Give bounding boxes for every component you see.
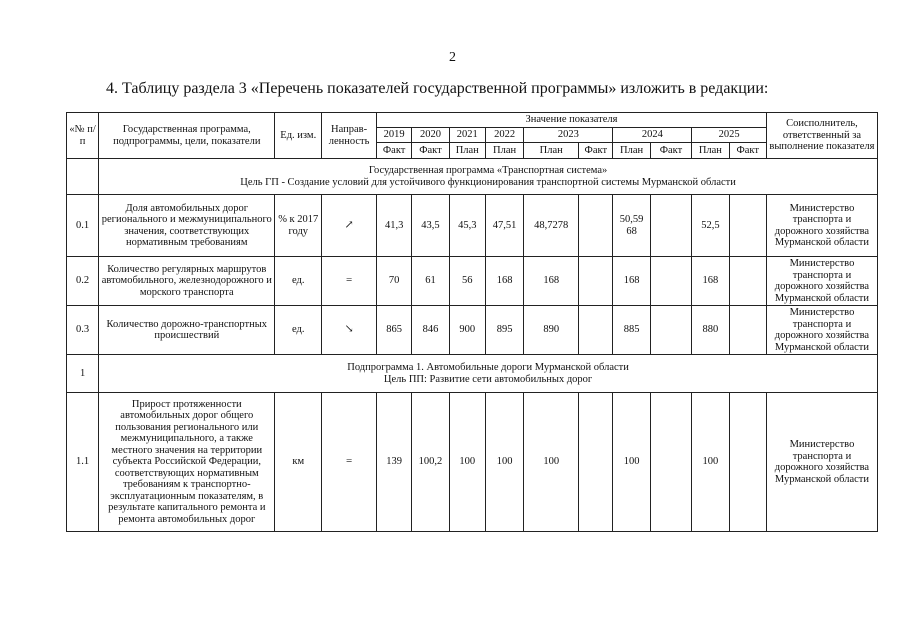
row-value-2023-plan: 100 <box>524 393 579 532</box>
row-value-2019: 41,3 <box>377 195 412 257</box>
header-direction: Направ-ленность <box>322 113 377 159</box>
header-sub-2024-plan: План <box>613 143 650 159</box>
row-unit: ед. <box>275 257 322 306</box>
row-value-2023-fact <box>579 257 613 306</box>
row-value-2021: 900 <box>449 306 485 355</box>
row-value-2023-fact <box>579 306 613 355</box>
row-value-2024-fact <box>650 257 691 306</box>
header-sub-2025-fact: Факт <box>729 143 766 159</box>
header-sub-2022: План <box>485 143 523 159</box>
row-value-2023-plan: 48,7278 <box>524 195 579 257</box>
page-number: 2 <box>449 50 456 65</box>
header-year-2025: 2025 <box>692 128 767 143</box>
row-value-2021: 100 <box>449 393 485 532</box>
row-value-2022: 168 <box>485 257 523 306</box>
row-direction: = <box>322 257 377 306</box>
table-row <box>67 257 878 306</box>
row-value-2025-fact <box>729 306 766 355</box>
section-title-cell <box>99 355 878 393</box>
header-sub-2023-plan: План <box>524 143 579 159</box>
page-heading: 4. Таблицу раздела 3 «Перечень показателей государственной программы» изложить в редакции: <box>106 80 769 97</box>
row-indicator-name: Доля автомобильных дорог регионального и межмуниципального значения, соответствующих нормативным требованиям <box>99 195 275 257</box>
row-value-2025-fact <box>729 393 766 532</box>
section-title-cell <box>99 159 878 195</box>
row-value-2020: 846 <box>412 306 449 355</box>
row-direction: ↗ <box>322 195 377 257</box>
row-value-2023-plan: 168 <box>524 257 579 306</box>
header-sub-2020: Факт <box>412 143 449 159</box>
row-value-2023-fact <box>579 393 613 532</box>
section-program-goal: Цель ГП - Создание условий для устойчивого функционирования транспортной системы Мурманской области <box>240 176 736 188</box>
header-sub-2025-plan: План <box>692 143 729 159</box>
row-value-2021: 45,3 <box>449 195 485 257</box>
row-responsible: Министерство транспорта и дорожного хозяйства Мурманской области <box>766 195 877 257</box>
row-direction: = <box>322 393 377 532</box>
row-value-2025-fact <box>729 257 766 306</box>
row-value-2022: 100 <box>485 393 523 532</box>
row-unit: % к 2017 году <box>275 195 322 257</box>
row-responsible: Министерство транспорта и дорожного хозяйства Мурманской области <box>766 257 877 306</box>
header-name: Государственная программа, подпрограммы, цели, показатели <box>99 113 275 159</box>
header-sub-2019: Факт <box>377 143 412 159</box>
row-value-2022: 47,51 <box>485 195 523 257</box>
row-value-2025-plan: 100 <box>692 393 729 532</box>
row-value-2020: 61 <box>412 257 449 306</box>
row-unit: км <box>275 393 322 532</box>
header-num: «№ п/п <box>67 113 99 159</box>
row-value-2024-plan: 100 <box>613 393 650 532</box>
header-year-2021: 2021 <box>449 128 485 143</box>
section-row-subprogram <box>67 355 878 393</box>
row-value-2020: 100,2 <box>412 393 449 532</box>
section-num: 1 <box>67 355 99 393</box>
header-year-2022: 2022 <box>485 128 523 143</box>
header-coexecutor: Соисполнитель, ответственный за выполнение показателя <box>766 113 877 159</box>
header-sub-2023-fact: Факт <box>579 143 613 159</box>
row-value-2024-fact <box>650 306 691 355</box>
indicators-table <box>66 112 878 532</box>
row-unit: ед. <box>275 306 322 355</box>
header-year-2023: 2023 <box>524 128 613 143</box>
row-direction: ↘ <box>322 306 377 355</box>
row-value-2022: 895 <box>485 306 523 355</box>
header-unit: Ед. изм. <box>275 113 322 159</box>
section-program-title: Государственная программа «Транспортная система» <box>368 165 608 176</box>
row-value-2019: 139 <box>377 393 412 532</box>
row-value-2023-fact <box>579 195 613 257</box>
row-responsible: Министерство транспорта и дорожного хозяйства Мурманской области <box>766 393 877 532</box>
row-value-2025-plan: 880 <box>692 306 729 355</box>
header-sub-2024-fact: Факт <box>650 143 691 159</box>
header-year-2019: 2019 <box>377 128 412 143</box>
section-num-cell <box>67 159 99 195</box>
table-row <box>67 393 878 532</box>
row-indicator-name: Количество регулярных маршрутов автомобильного, железнодорожного и морского транспорта <box>99 257 275 306</box>
table-row <box>67 306 878 355</box>
row-value-2020: 43,5 <box>412 195 449 257</box>
row-value-2021: 56 <box>449 257 485 306</box>
section-subprogram-title: Подпрограмма 1. Автомобильные дороги Мурманской области <box>347 362 629 373</box>
header-value-group: Значение показателя <box>377 113 767 128</box>
row-indicator-name: Прирост протяженности автомобильных дорог общего пользования регионального или межмуниципального, а также местного значения на территории субъекта Российской Федерации, соответствующих нормативным требованиям к транспортно-эксплуатационным показателям, в результате капитального ремонта и ремонта автомобильных дорог <box>99 393 275 532</box>
section-subprogram-goal: Цель ПП: Развитие сети автомобильных дорог <box>383 373 593 385</box>
row-num: 0.3 <box>67 306 99 355</box>
header-year-2020: 2020 <box>412 128 449 143</box>
row-value-2019: 70 <box>377 257 412 306</box>
row-value-2025-plan: 168 <box>692 257 729 306</box>
row-num: 1.1 <box>67 393 99 532</box>
row-num: 0.1 <box>67 195 99 257</box>
row-num: 0.2 <box>67 257 99 306</box>
row-value-2019: 865 <box>377 306 412 355</box>
row-indicator-name: Количество дорожно-транспортных происшествий <box>99 306 275 355</box>
table-row <box>67 195 878 257</box>
row-value-2024-fact <box>650 393 691 532</box>
row-value-2024-plan: 50,59 68 <box>613 195 650 257</box>
row-value-2025-plan: 52,5 <box>692 195 729 257</box>
row-value-2024-plan: 168 <box>613 257 650 306</box>
row-value-2025-fact <box>729 195 766 257</box>
row-value-2024-fact <box>650 195 691 257</box>
header-year-2024: 2024 <box>613 128 692 143</box>
row-responsible: Министерство транспорта и дорожного хозяйства Мурманской области <box>766 306 877 355</box>
row-value-2024-plan: 885 <box>613 306 650 355</box>
row-value-2023-plan: 890 <box>524 306 579 355</box>
header-sub-2021: План <box>449 143 485 159</box>
section-row-program <box>67 159 878 195</box>
